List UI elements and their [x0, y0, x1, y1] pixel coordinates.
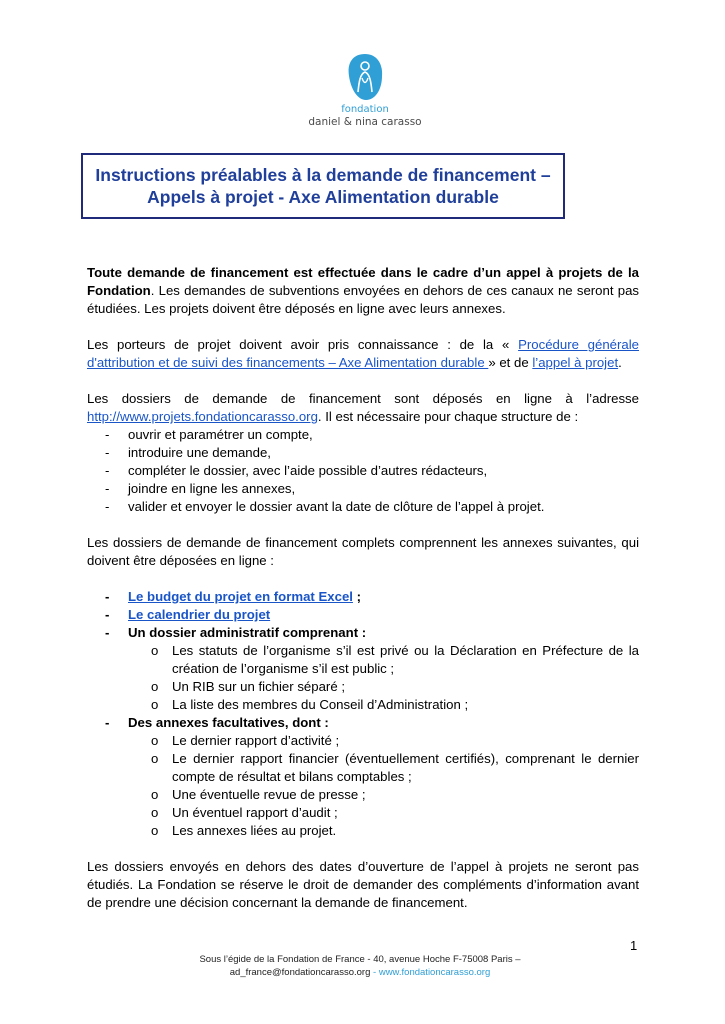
intro-bold: Toute demande de financement est effectuée dans le cadre d’un appel à projets de la Fondation: [87, 265, 639, 298]
list-item: o Une éventuelle revue de presse ;: [151, 787, 366, 802]
intro-paragraph: [87, 264, 639, 318]
online-paragraph: [87, 390, 639, 426]
list-item: - compléter le dossier, avec l’aide possible d’autres rédacteurs,: [105, 463, 488, 478]
prereq-before: Les porteurs de projet doivent avoir pris connaissance : de la «: [87, 337, 519, 352]
list-item: - valider et envoyer le dossier avant la date de clôture de l’appel à projet.: [105, 499, 545, 514]
intro-rest: . Les demandes de subventions envoyées en dehors de ces canaux ne seront pas étudiées. Les projets doivent être déposés en ligne avec leurs annexes.: [87, 283, 639, 316]
document-body: [87, 264, 639, 912]
admin-sublist: [87, 642, 639, 714]
footer-website[interactable]: www.fondationcarasso.org: [378, 967, 491, 978]
prereq-paragraph: [87, 336, 639, 372]
list-item: - Le budget du projet en format Excel ;: [105, 589, 362, 604]
admin-title: Un dossier administratif comprenant :: [128, 625, 367, 640]
list-item: o Les statuts de l’organisme s’il est privé ou la Déclaration en Préfecture de la création de l’organisme s’il est public ;: [151, 643, 639, 676]
closing-paragraph: Les dossiers envoyés en dehors des dates d’ouverture de l’appel à projets ne seront pas étudiés. La Fondation se réserve le droit de demander des compléments d’information avant de prendre une décision concernant la demande de financement.: [87, 859, 639, 910]
annexes-list: [87, 588, 639, 642]
logo-text-name: daniel & nina carasso: [308, 116, 422, 128]
list-item: - Un dossier administratif comprenant :: [105, 625, 367, 640]
list-item: - ouvrir et paramétrer un compte,: [105, 427, 313, 442]
list-item: - Le calendrier du projet: [105, 607, 271, 622]
procedure-link[interactable]: Procédure générale d'attribution et de suivi des financements – Axe Alimentation durable: [87, 337, 639, 370]
foundation-logo: [300, 52, 430, 128]
title-line-1: Instructions préalables à la demande de financement –: [95, 165, 551, 185]
optional-title: Des annexes facultatives, dont :: [128, 715, 329, 730]
list-item: - joindre en ligne les annexes,: [105, 481, 296, 496]
list-item: o Un RIB sur un fichier séparé ;: [151, 679, 345, 694]
title-line-2: Appels à projet - Axe Alimentation durable: [147, 187, 499, 207]
page-footer: [120, 953, 600, 979]
steps-list: [87, 426, 639, 516]
projects-url-link[interactable]: http://www.projets.fondationcarasso.org: [87, 409, 318, 424]
appel-projet-link[interactable]: l’appel à projet: [532, 355, 619, 370]
online-before: Les dossiers de demande de financement sont déposés en ligne à l’adresse: [87, 391, 639, 406]
footer-contact: ad_france@fondationcarasso.org - www.fondationcarasso.org: [229, 967, 491, 978]
budget-link[interactable]: Le budget du projet en format Excel: [128, 589, 353, 604]
list-item: o Le dernier rapport d’activité ;: [151, 733, 340, 748]
optional-list: [87, 714, 639, 732]
list-item: - introduire une demande,: [105, 445, 271, 460]
page-number: 1: [630, 938, 638, 953]
list-item: o Le dernier rapport financier (éventuellement certifiés), comprenant le dernier compte de résultat et bilans comptables ;: [151, 751, 639, 784]
title-box: [81, 153, 565, 219]
prereq-after: .: [618, 355, 622, 370]
calendar-link[interactable]: Le calendrier du projet: [128, 607, 271, 622]
logo-text-fondation: fondation: [341, 104, 389, 115]
prereq-middle: » et de: [488, 355, 533, 370]
list-item: o La liste des membres du Conseil d’Administration ;: [151, 697, 469, 712]
footer-address: Sous l’égide de la Fondation de France - 40, avenue Hoche F-75008 Paris –: [199, 954, 521, 965]
list-item: o Un éventuel rapport d’audit ;: [151, 805, 338, 820]
list-item: o Les annexes liées au projet.: [151, 823, 337, 838]
online-after: . Il est nécessaire pour chaque structure de :: [317, 409, 579, 424]
list-item: - Des annexes facultatives, dont :: [105, 715, 329, 730]
annexes-intro: Les dossiers de demande de financement complets comprennent les annexes suivantes, qui doivent être déposées en ligne :: [87, 535, 639, 568]
optional-sublist: [87, 732, 639, 840]
foundation-logo-icon: [344, 52, 386, 102]
footer-email[interactable]: ad_france@fondationcarasso.org: [229, 967, 371, 978]
